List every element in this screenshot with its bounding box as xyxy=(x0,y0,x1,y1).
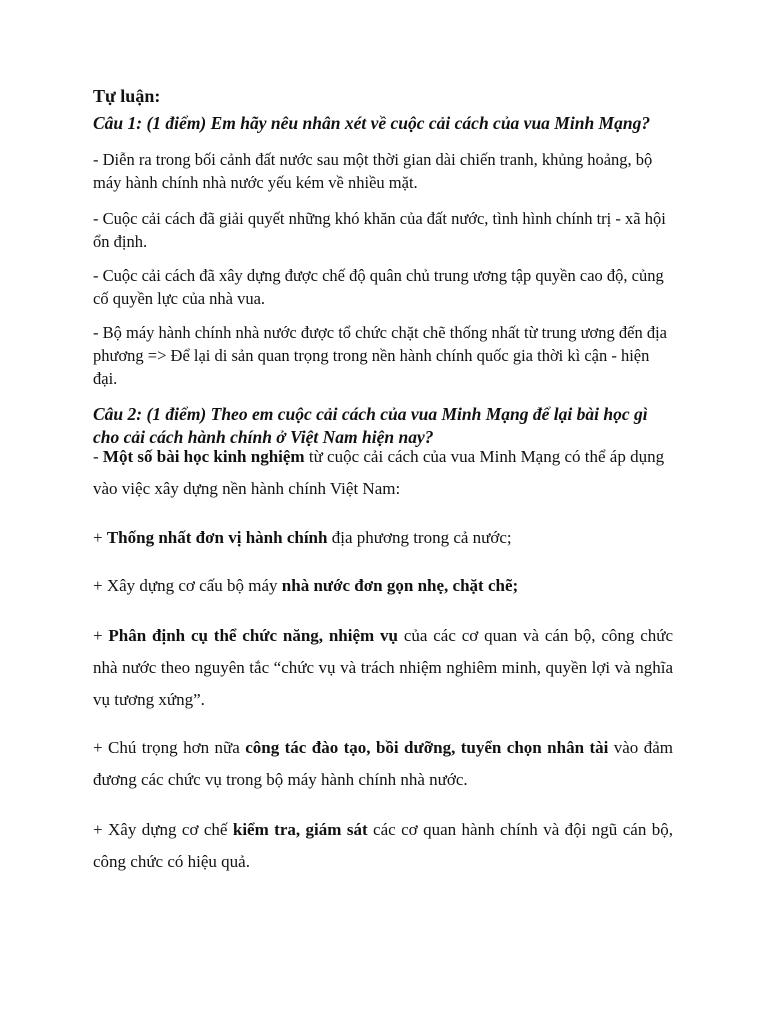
question-1-title: Câu 1: (1 điểm) Em hãy nêu nhân xét về cuộc cải cách của vua Minh Mạng? xyxy=(93,113,651,133)
item-bold-text: công tác đào tạo, bồi dưỡng, tuyển chọn nhân tài xyxy=(245,738,609,757)
item-prefix: + xyxy=(93,738,109,757)
item-text-before: Chú trọng hơn nữa xyxy=(108,738,246,757)
item-prefix: + xyxy=(93,576,107,595)
question-2-intro xyxy=(93,441,673,505)
question-1-paragraph-1: - Diễn ra trong bối cảnh đất nước sau một thời gian dài chiến tranh, khủng hoảng, bộ máy hành chính nhà nước yếu kém về nhiều mặt. xyxy=(93,150,653,192)
item-text-before: Xây dựng cơ cấu bộ máy xyxy=(106,576,282,595)
item-text-before: Xây dựng cơ chế xyxy=(108,820,233,839)
question-2-title: Câu 2: (1 điểm) Theo em cuộc cải cách của vua Minh Mạng để lại bài học gì cho cải cách hành chính ở Việt Nam hiện nay? xyxy=(93,404,648,447)
section-heading: Tự luận: xyxy=(93,86,161,106)
item-text-after: vào đảm đương các chức vụ trong bộ máy hành chính nhà nước. xyxy=(93,738,673,789)
lesson-item-4 xyxy=(93,732,673,796)
lesson-item-3 xyxy=(93,620,673,716)
item-text-after: địa phương trong cả nước; xyxy=(327,528,512,547)
item-prefix: + xyxy=(93,626,109,645)
item-bold-text: kiểm tra, giám sát xyxy=(232,820,368,839)
intro-prefix: - xyxy=(93,447,103,466)
item-text-after: các cơ quan hành chính và đội ngũ cán bộ, công chức có hiệu quả. xyxy=(93,820,673,871)
item-bold-text: Thống nhất đơn vị hành chính xyxy=(106,528,328,547)
lesson-item-5 xyxy=(93,814,673,878)
question-1-paragraph-3: - Cuộc cải cách đã xây dựng được chế độ quân chủ trung ương tập quyền cao độ, củng cố quyền lực của nhà vua. xyxy=(93,266,664,308)
item-bold-text: Phân định cụ thể chức năng, nhiệm vụ xyxy=(108,626,398,645)
question-1-paragraph-2: - Cuộc cải cách đã giải quyết những khó khăn của đất nước, tình hình chính trị - xã hội ổn định. xyxy=(93,209,666,251)
item-prefix: + xyxy=(93,528,107,547)
question-1-paragraph-4: - Bộ máy hành chính nhà nước được tổ chức chặt chẽ thống nhất từ trung ương đến địa phương => Để lại di sản quan trọng trong nền hành chính quốc gia thời kì cận - hiện đại. xyxy=(93,323,667,388)
item-text-after: của các cơ quan và cán bộ, công chức nhà nước theo nguyên tắc “chức vụ và trách nhiệm nghiêm minh, quyền lợi và nghĩa vụ tương xứng”. xyxy=(93,626,673,709)
intro-bold-text: Một số bài học kinh nghiệm xyxy=(102,447,305,466)
lesson-item-2 xyxy=(93,570,673,602)
intro-text: từ cuộc cải cách của vua Minh Mạng có thể áp dụng vào việc xây dựng nền hành chính Việt Nam: xyxy=(93,447,665,498)
lesson-item-1 xyxy=(93,522,673,554)
item-bold-text: nhà nước đơn gọn nhẹ, chặt chẽ; xyxy=(281,576,519,595)
item-prefix: + xyxy=(93,820,109,839)
